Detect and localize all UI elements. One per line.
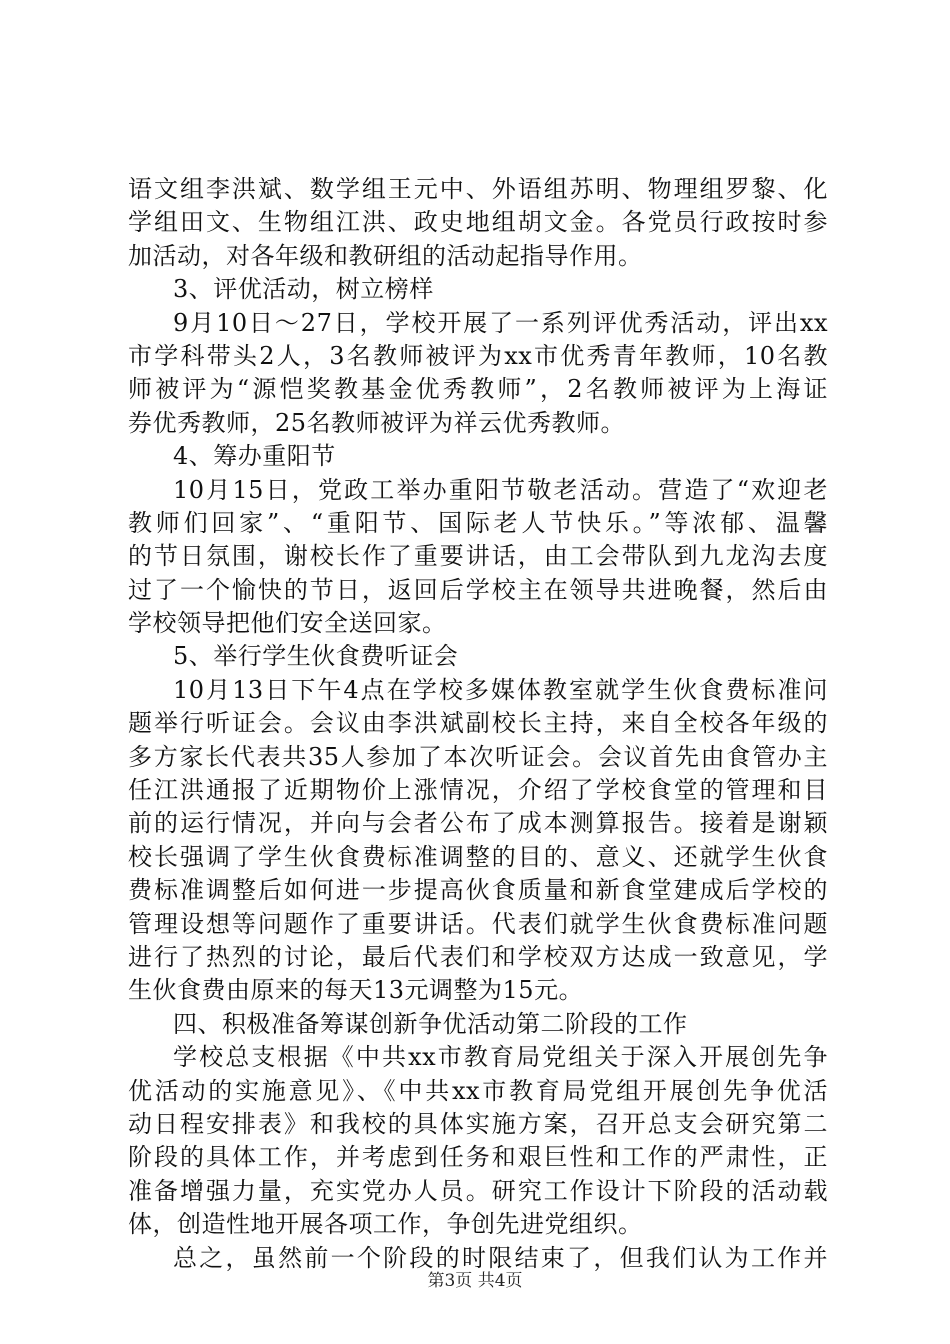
text-line: 总之，虽然前一个阶段的时限结束了，但我们认为工作并 bbox=[173, 1243, 828, 1272]
text-line: 校长强调了学生伙食费标准调整的目的、意义、还就学生伙食 bbox=[128, 842, 828, 871]
text-line: 准备增强力量，充实党办人员。研究工作设计下阶段的活动载 bbox=[128, 1176, 828, 1205]
text-line: 语文组李洪斌、数学组王元中、外语组苏明、物理组罗黎、化 bbox=[128, 175, 828, 203]
text-line: 前的运行情况，并向与会者公布了成本测算报告。接着是谢颖 bbox=[128, 809, 828, 838]
page-number: 第3页 共4页 bbox=[427, 1271, 523, 1291]
text-line: 市学科带头2人，3名教师被评为xx市优秀青年教师，10名教 bbox=[128, 341, 828, 370]
text-line: 体，创造性地开展各项工作，争创先进党组织。 bbox=[128, 1210, 643, 1239]
text-line: 过了一个愉快的节日，返回后学校主在领导共进晚餐，然后由 bbox=[128, 575, 828, 604]
text-line: 学校总支根据《中共xx市教育局党组关于深入开展创先争 bbox=[173, 1043, 828, 1072]
text-line: 师被评为“源恺奖教基金优秀教师”，2名教师被评为上海证 bbox=[128, 375, 828, 404]
text-line: 阶段的具体工作，并考虑到任务和艰巨性和工作的严肃性，正 bbox=[128, 1143, 828, 1172]
text-line: 10月13日下午4点在学校多媒体教室就学生伙食费标准问 bbox=[173, 675, 828, 704]
text-line: 进行了热烈的讨论，最后代表们和学校双方达成一致意见，学 bbox=[128, 942, 828, 971]
text-line: 学组田文、生物组江洪、政史地组胡文金。各党员行政按时参 bbox=[128, 208, 828, 237]
text-line: 10月15日，党政工举办重阳节敬老活动。营造了“欢迎老 bbox=[173, 475, 828, 504]
text-line: 任江洪通报了近期物价上涨情况，介绍了学校食堂的管理和目 bbox=[128, 776, 828, 805]
text-line: 管理设想等问题作了重要讲话。代表们就学生伙食费标准问题 bbox=[128, 909, 828, 938]
section-heading: 四、积极准备筹谋创新争优活动第二阶段的工作 bbox=[173, 1009, 688, 1038]
section-heading: 3、评优活动，树立榜样 bbox=[173, 275, 434, 304]
text-line: 题举行听证会。会议由李洪斌副校长主持，来自全校各年级的 bbox=[128, 709, 828, 738]
text-line: 多方家长代表共35人参加了本次听证会。会议首先由食管办主 bbox=[128, 742, 828, 771]
body-text bbox=[128, 173, 828, 1275]
section-heading: 5、举行学生伙食费听证会 bbox=[173, 642, 459, 671]
text-line: 加活动，对各年级和教研组的活动起指导作用。 bbox=[128, 241, 643, 270]
text-line: 9月10日～27日，学校开展了一系列评优秀活动，评出xx bbox=[173, 308, 828, 337]
text-line: 费标准调整后如何进一步提高伙食质量和新食堂建成后学校的 bbox=[128, 876, 828, 905]
text-line: 优活动的实施意见》、《中共xx市教育局党组开展创先争优活 bbox=[128, 1076, 828, 1105]
text-line: 学校领导把他们安全送回家。 bbox=[128, 609, 447, 638]
text-line: 生伙食费由原来的每天13元调整为15元。 bbox=[128, 976, 584, 1005]
text-line: 教师们回家”、“重阳节、国际老人节快乐。”等浓郁、温馨 bbox=[128, 508, 828, 537]
text-line: 的节日氛围，谢校长作了重要讲话，由工会带队到九龙沟去度 bbox=[128, 542, 828, 571]
text-line: 券优秀教师，25名教师被评为祥云优秀教师。 bbox=[128, 408, 626, 437]
text-line: 动日程安排表》和我校的具体实施方案，召开总支会研究第二 bbox=[128, 1109, 828, 1138]
section-heading: 4、筹办重阳节 bbox=[173, 442, 336, 471]
